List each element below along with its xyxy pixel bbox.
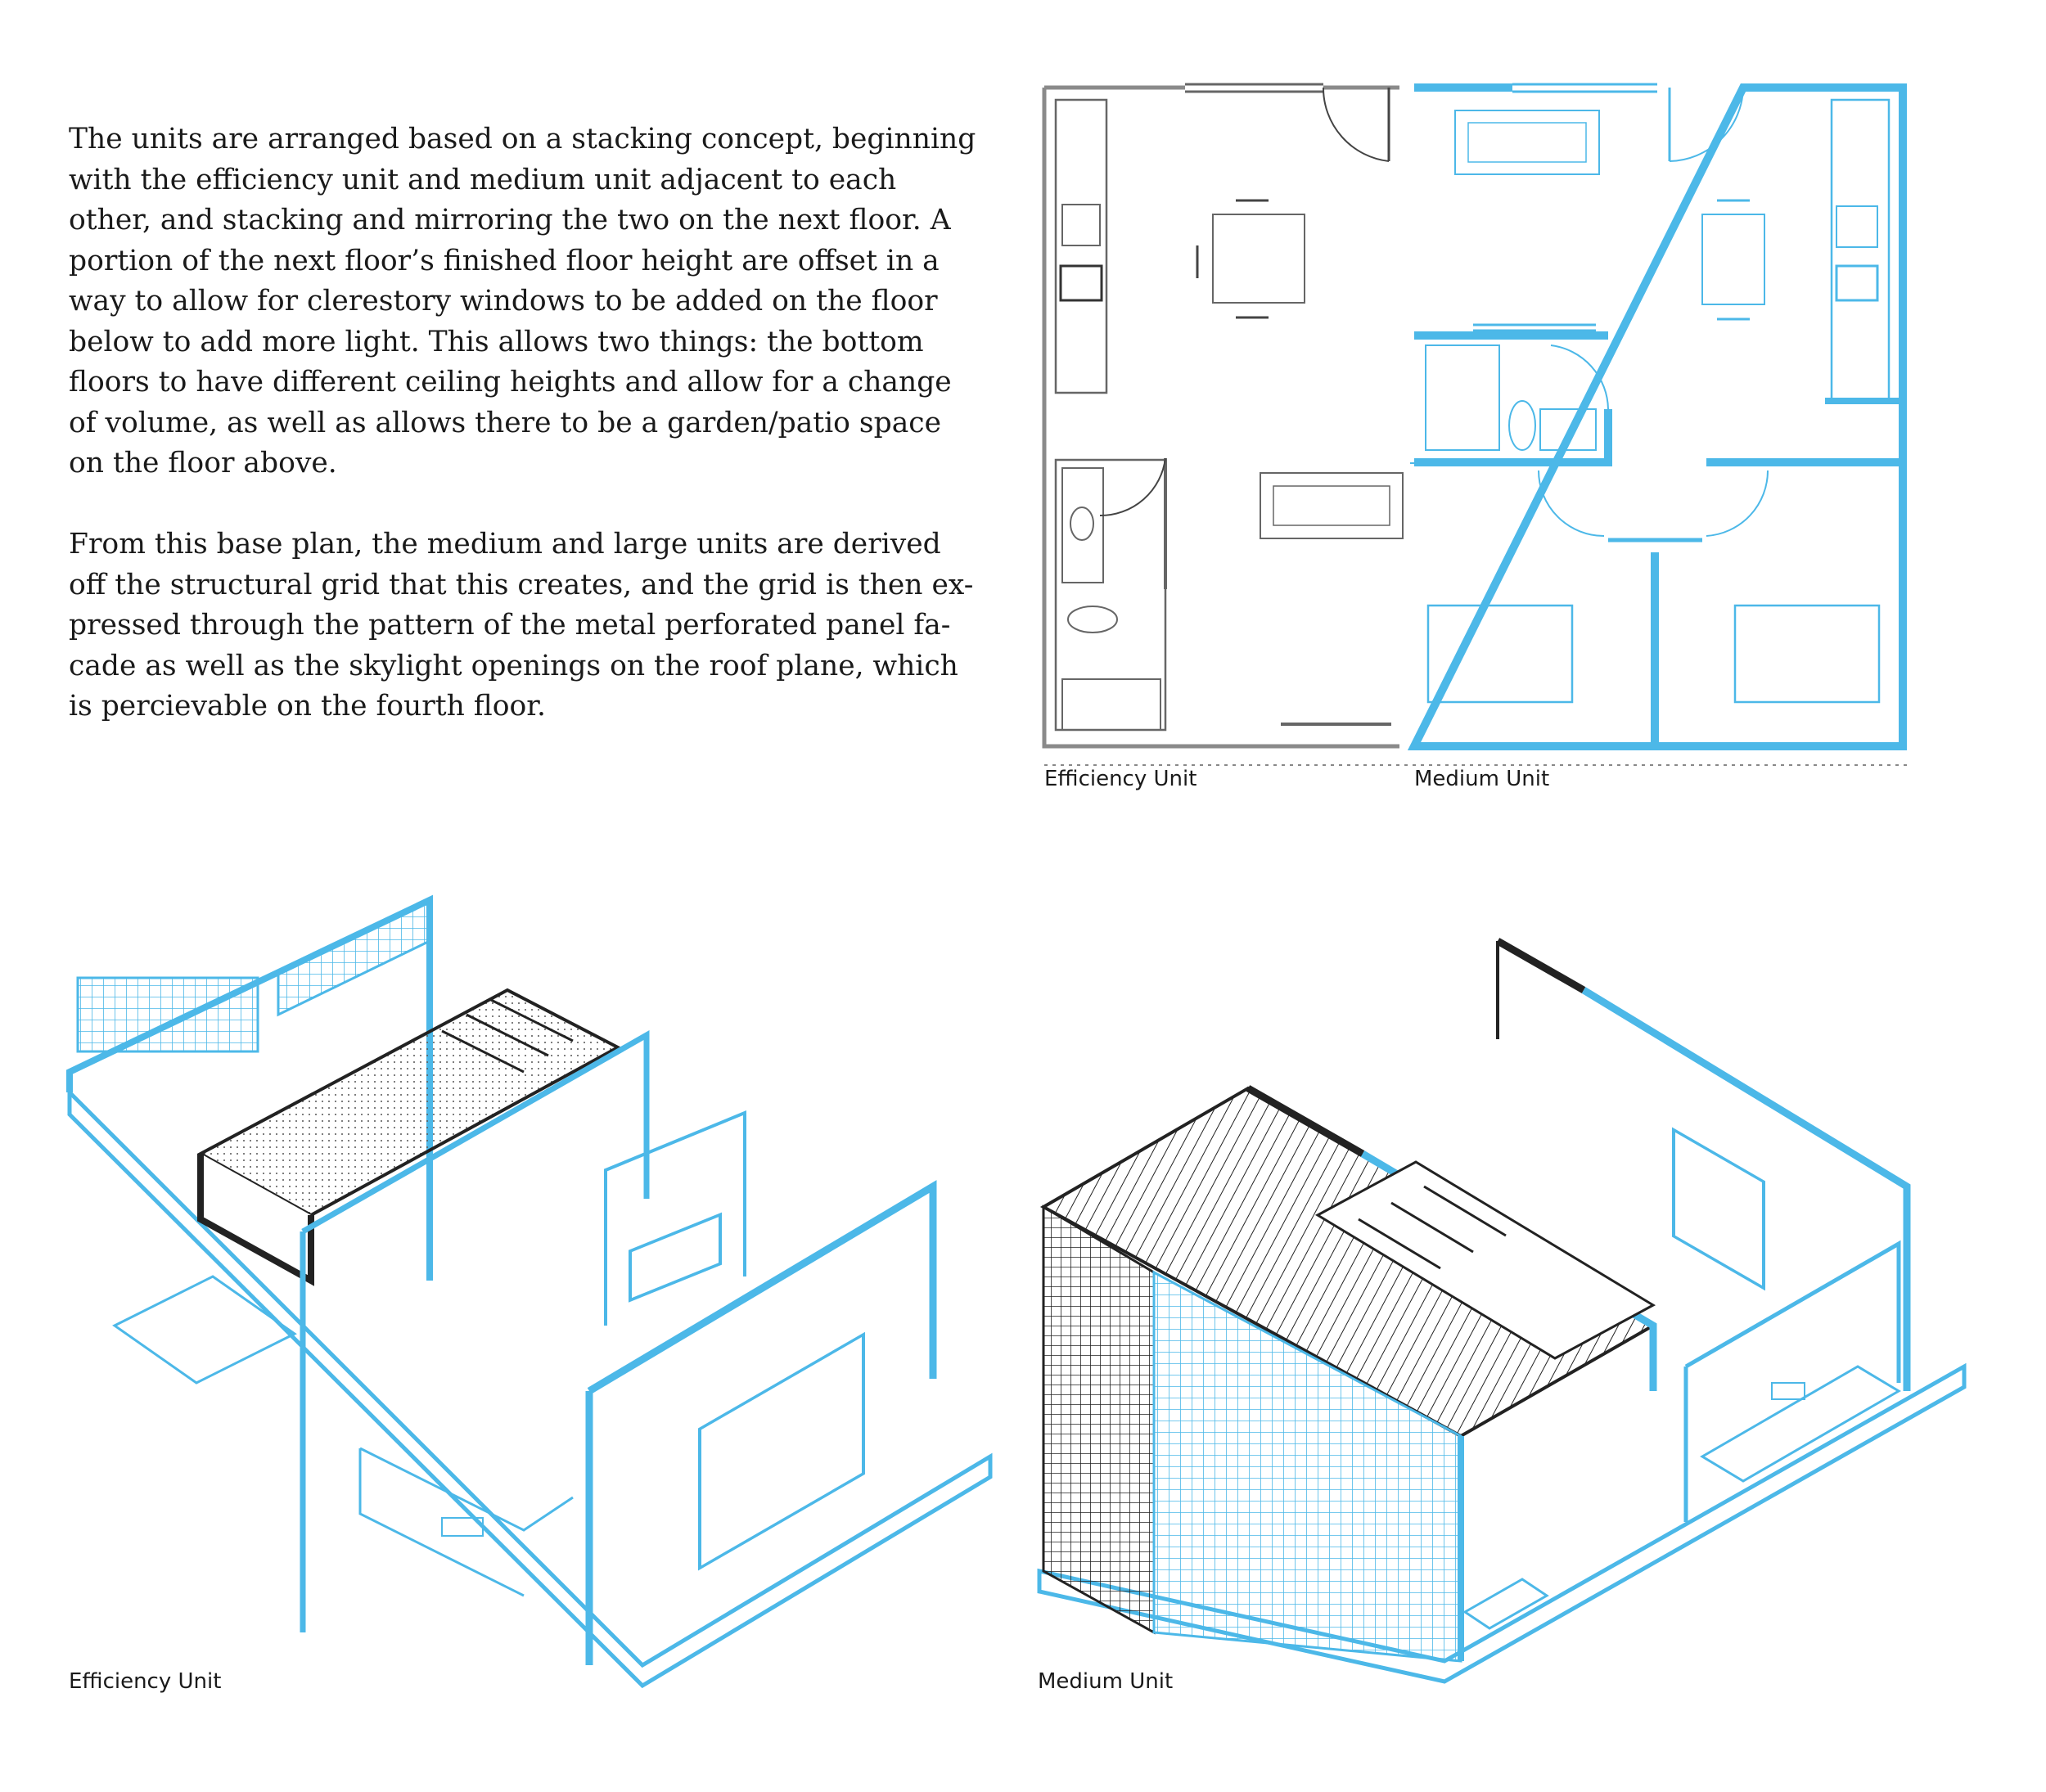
bedroom-door-swings xyxy=(1539,471,1768,536)
text-line: other, and stacking and mirroring the two on the next floor. A xyxy=(69,204,951,236)
efficiency-window-top xyxy=(1185,84,1323,92)
med-back-window xyxy=(1674,1130,1764,1289)
bed-left xyxy=(1428,606,1572,702)
sofa-seat xyxy=(1273,486,1390,525)
text-line: floors to have different ceiling heights and allow for a change xyxy=(69,366,952,398)
eff-bath-wall xyxy=(606,1113,745,1326)
bath-sink xyxy=(1070,507,1093,540)
medium-toilet xyxy=(1509,401,1535,450)
text-line: way to allow for clerestory windows to be added on the floor xyxy=(69,285,938,317)
medium-entry-door-swing xyxy=(1670,88,1743,161)
sofa xyxy=(1260,473,1403,538)
text-line: on the floor above. xyxy=(69,447,337,480)
toilet xyxy=(1068,606,1117,633)
medium-kitchen-stove xyxy=(1836,266,1877,300)
kitchen-stove xyxy=(1061,266,1102,300)
bathroom-wall xyxy=(1056,460,1165,730)
text-line: of volume, as well as allows there to be a garden/patio space xyxy=(69,406,942,439)
medium-sofa-seat xyxy=(1468,123,1586,162)
efficiency-axonometric xyxy=(70,900,990,1686)
text-line: with the efficiency unit and medium unit adjacent to each xyxy=(69,163,897,196)
medium-window-top xyxy=(1512,84,1657,92)
efficiency-unit-plan xyxy=(1044,84,1403,746)
medium-shower xyxy=(1426,345,1499,450)
medium-dining-chairs xyxy=(1717,200,1750,319)
bath-vanity xyxy=(1062,468,1103,583)
shower xyxy=(1062,679,1160,730)
medium-axonometric xyxy=(1039,941,1964,1682)
efficiency-outer-wall xyxy=(1044,88,1399,746)
axon-caption-efficiency: Efficiency Unit xyxy=(69,1669,222,1694)
eff-clerestory-screen xyxy=(78,978,258,1051)
text-line: The units are arranged based on a stacking concept, beginning xyxy=(69,123,976,155)
eff-front-window xyxy=(700,1335,863,1568)
axon-caption-medium: Medium Unit xyxy=(1038,1669,1174,1694)
eff-stair-well xyxy=(201,990,618,1215)
plan-caption-medium: Medium Unit xyxy=(1414,767,1550,791)
medium-kitchen-counter xyxy=(1832,100,1889,403)
medium-unit-plan xyxy=(1414,84,1903,746)
med-facade-dark-grid xyxy=(1043,1207,1154,1632)
text-line: portion of the next floor’s finished floor height are offset in a xyxy=(69,244,940,277)
medium-bath-wall xyxy=(1414,335,1608,462)
eff-clerestory-upper xyxy=(278,900,430,1015)
text-line: cade as well as the skylight openings on the roof plane, which xyxy=(69,649,958,682)
text-line: is percievable on the fourth floor. xyxy=(69,690,546,723)
medium-window-mid xyxy=(1473,325,1596,331)
med-kitchen-sink xyxy=(1772,1383,1805,1399)
bath-door-swing xyxy=(1100,458,1165,516)
floor-plan xyxy=(1044,84,1907,765)
text-line: From this base plan, the medium and large units are derived xyxy=(69,528,941,561)
bed-right xyxy=(1735,606,1879,702)
kitchen-sink xyxy=(1062,205,1100,245)
medium-dining-table xyxy=(1702,214,1764,304)
med-back-wall-dark xyxy=(1498,941,1584,990)
medium-bath-door-swing xyxy=(1551,345,1608,409)
medium-sofa xyxy=(1455,110,1599,174)
dining-chairs xyxy=(1197,200,1269,317)
entry-door-swing xyxy=(1323,88,1389,161)
medium-kitchen-sink xyxy=(1836,206,1877,247)
text-line: pressed through the pattern of the metal perforated panel fa- xyxy=(69,609,951,642)
plan-caption-efficiency: Efficiency Unit xyxy=(1044,767,1197,791)
text-line: off the structural grid that this creates, and the grid is then ex- xyxy=(69,568,974,601)
text-line: below to add more light. This allows two things: the bottom xyxy=(69,325,924,358)
dining-table xyxy=(1213,214,1305,303)
eff-bath-window xyxy=(630,1214,720,1299)
